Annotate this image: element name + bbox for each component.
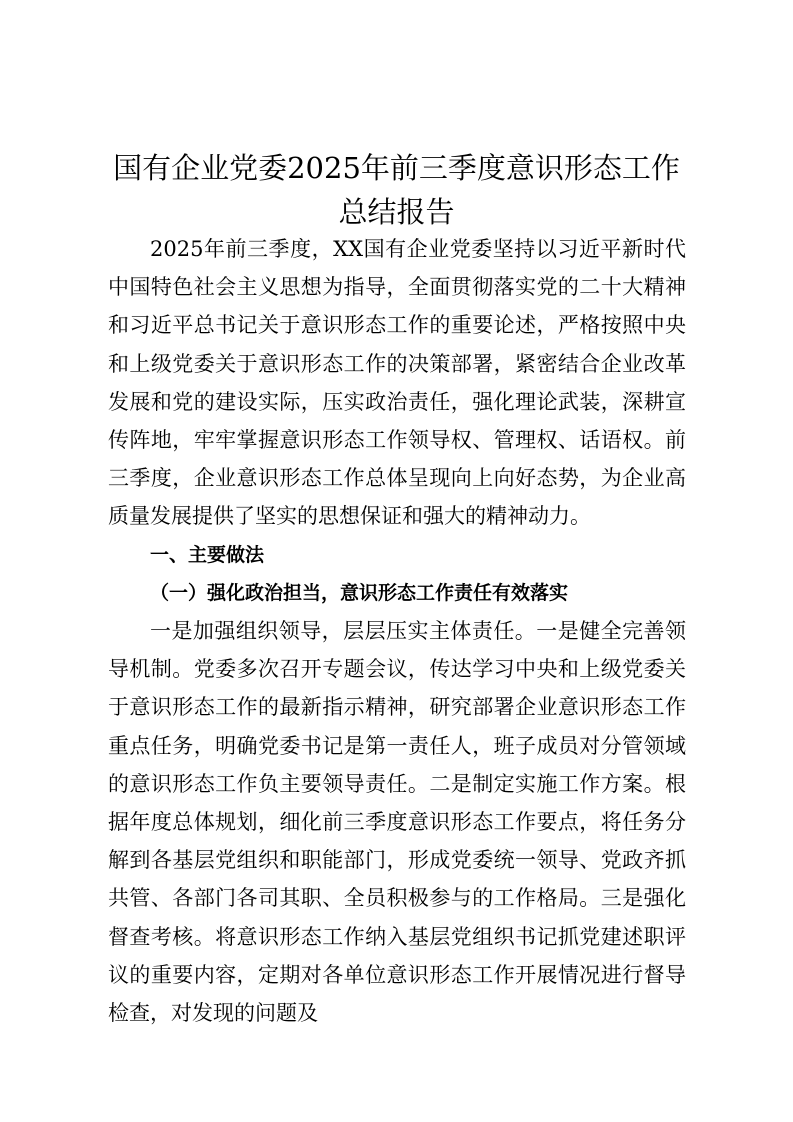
body-paragraph: 一是加强组织领导，层层压实主体责任。一是健全完善领导机制。党委多次召开专题会议，传达学习中央和上级党委关于意识形态工作的最新指示精神，研究部署企业意识形态工作重点任务，明确党委书记是第一责任人，班子成员对分管领域的意识形态工作负主要领导责任。二是制定实施工作方案。根据年度总体规划，细化前三季度意识形态工作要点，将任务分解到各基层党组织和职能部门，形成党委统一领导、党政齐抓共管、各部门各司其职、全员积极参与的工作格局。三是强化督查考核。将意识形态工作纳入基层党组织书记抓党建述职评议的重要内容，定期对各单位意识形态工作开展情况进行督导检查，对发现的问题及 <box>108 619 686 1026</box>
section-heading: 一、主要做法 <box>150 543 265 566</box>
subsection-heading: （一）强化政治担当，意识形态工作责任有效落实 <box>150 581 569 604</box>
document-body <box>108 230 686 1032</box>
intro-paragraph: 2025年前三季度，XX国有企业党委坚持以习近平新时代中国特色社会主义思想为指导，全面贯彻落实党的二十大精神和习近平总书记关于意识形态工作的重要论述，严格按照中央和上级党委关于意识形态工作的决策部署，紧密结合企业改革发展和党的建设实际，压实政治责任，强化理论武装，深耕宣传阵地，牢牢掌握意识形态工作领导权、管理权、话语权。前三季度，企业意识形态工作总体呈现向上向好态势，为企业高质量发展提供了坚实的思想保证和强大的精神动力。 <box>108 237 686 529</box>
document-title-line-2: 总结报告 <box>338 195 455 229</box>
document-title-line-1: 国有企业党委2025年前三季度意识形态工作 <box>113 151 680 185</box>
